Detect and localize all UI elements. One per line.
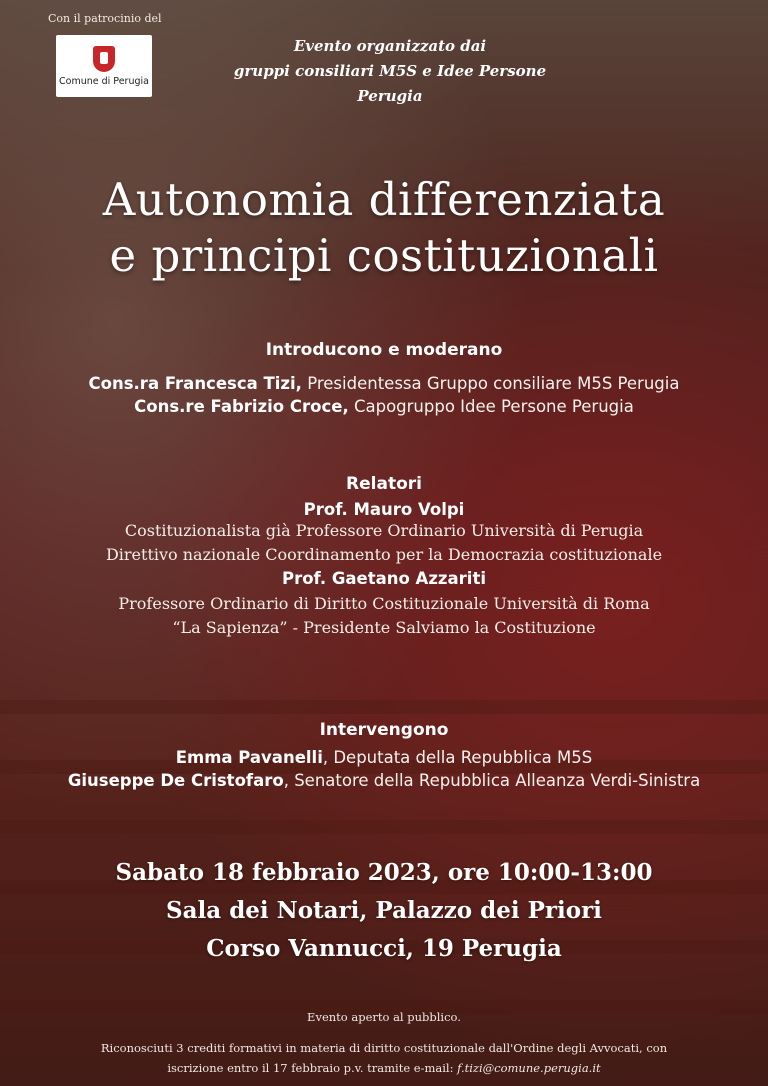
participant-item	[0, 769, 768, 792]
comune-logo	[56, 35, 152, 97]
credits-text: iscrizione entro il 17 febbraio p.v. tramite e-mail:	[167, 1061, 458, 1075]
event-venue: Sala dei Notari, Palazzo dei Priori	[166, 897, 602, 924]
moderator-name: Cons.re Fabrizio Croce,	[134, 397, 349, 416]
footer-credits	[0, 1038, 768, 1078]
moderators-section	[0, 340, 768, 418]
participant-role: , Senatore della Repubblica Alleanza Verdi-Sinistra	[283, 771, 701, 790]
event-date: Sabato 18 febbraio 2023, ore 10:00-13:00	[115, 859, 653, 886]
moderators-heading: Introducono e moderano	[265, 340, 503, 360]
speakers-heading: Relatori	[346, 474, 422, 494]
moderator-role: Presidentessa Gruppo consiliare M5S Perugia	[301, 374, 680, 393]
participant-role: , Deputata della Repubblica M5S	[322, 748, 593, 767]
contact-email[interactable]: f.tizi@comune.perugia.it	[457, 1061, 601, 1075]
patronage	[48, 12, 168, 97]
speaker-name: Prof. Mauro Volpi	[303, 500, 465, 519]
participant-item	[0, 746, 768, 769]
moderator-item	[0, 372, 768, 395]
speaker-desc: “La Sapienza” - Presidente Salviamo la Costituzione	[172, 618, 596, 637]
organizer-line: gruppi consiliari M5S e Idee Persone	[233, 62, 547, 80]
participant-name: Emma Pavanelli	[175, 748, 323, 767]
title-line: Autonomia differenziata	[102, 173, 666, 226]
credits-line	[0, 1058, 768, 1078]
coat-of-arms-icon	[93, 46, 115, 72]
footer-open: Evento aperto al pubblico.	[307, 1010, 461, 1024]
moderator-item	[0, 395, 768, 418]
event-title	[0, 172, 768, 284]
participants-heading: Intervengono	[319, 720, 449, 740]
organizer-line: Perugia	[357, 87, 423, 105]
participants-section	[0, 720, 768, 792]
speaker-desc: Professore Ordinario di Diritto Costituzionale Università di Roma	[118, 594, 650, 613]
speakers-section	[0, 474, 768, 640]
organizer	[200, 34, 580, 109]
moderator-role: Capogruppo Idee Persone Perugia	[348, 397, 634, 416]
credits-line: Riconosciuti 3 crediti formativi in materia di diritto costituzionale dall'Ordine degli Avvocati, con	[100, 1041, 668, 1055]
speaker-name: Prof. Gaetano Azzariti	[281, 569, 487, 588]
patronage-label: Con il patrocinio del	[48, 12, 162, 25]
comune-logo-text: Comune di Perugia	[59, 75, 149, 87]
event-address: Corso Vannucci, 19 Perugia	[206, 935, 562, 962]
speaker-desc: Costituzionalista già Professore Ordinario Università di Perugia	[124, 521, 644, 540]
organizer-line: Evento organizzato dai	[293, 37, 487, 55]
title-line: e principi costituzionali	[109, 229, 659, 282]
moderator-name: Cons.ra Francesca Tizi,	[88, 374, 302, 393]
speaker-desc: Direttivo nazionale Coordinamento per la Democrazia costituzionale	[105, 545, 663, 564]
participant-name: Giuseppe De Cristofaro	[67, 771, 284, 790]
event-details	[0, 854, 768, 968]
